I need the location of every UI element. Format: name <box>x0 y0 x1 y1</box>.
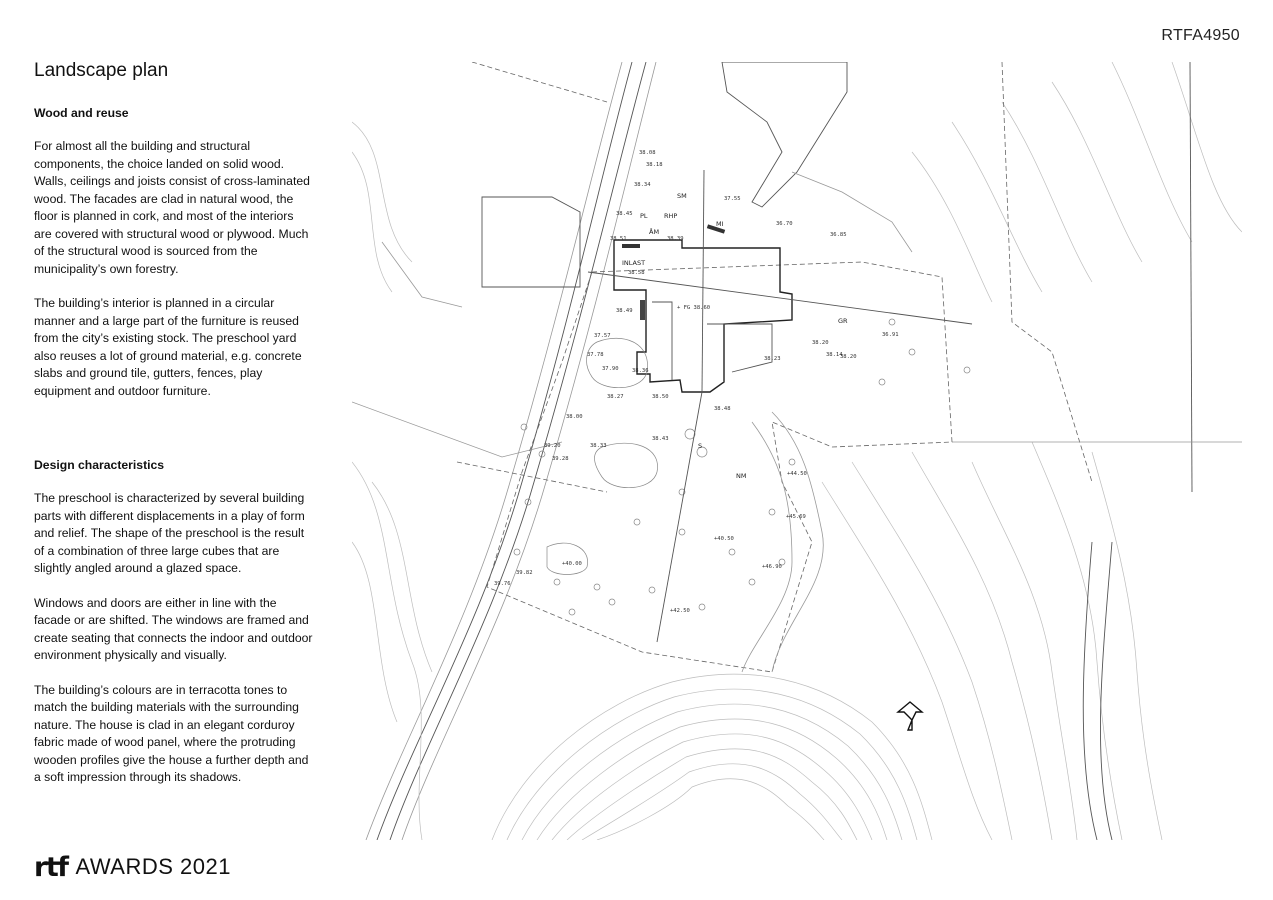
elevation: 38.50 <box>652 394 669 400</box>
logo-mark: rtf <box>34 851 68 883</box>
landscape-plan-drawing <box>352 62 1242 840</box>
contour-lines-left <box>352 122 432 840</box>
page-title: Landscape plan <box>34 60 169 81</box>
text-column <box>34 105 314 804</box>
plan-label-sm: SM <box>677 192 687 200</box>
elevation: 38.00 <box>566 414 583 420</box>
elevation: 39.20 <box>544 443 561 449</box>
elevation: 38.27 <box>607 394 624 400</box>
elevation: 38.45 <box>616 211 633 217</box>
elevation: 38.18 <box>646 162 663 168</box>
paragraph: The building’s interior is planned in a circular manner and a large part of the furniture is reused from the city’s existing stock. The preschool yard also reuses a lot of ground material, e.g. concrete slabs and ground tile, gutters, fences, play equipment and outdoor furniture. <box>34 296 302 398</box>
tree-symbols <box>514 319 970 615</box>
elevation: 36.85 <box>830 232 847 238</box>
elevation: 38.20 <box>840 354 857 360</box>
plan-label-am: ÅM <box>649 228 660 236</box>
elevation: 36.70 <box>776 221 793 227</box>
elevation: 39.76 <box>494 581 511 587</box>
elevation: 38.33 <box>590 443 607 449</box>
elevation: 38.48 <box>714 406 731 412</box>
elevation: 38.34 <box>634 182 651 188</box>
paragraph: For almost all the building and structural components, the choice landed on solid wood. Walls, ceilings and joists consist of cross-laminated wood. The facades are clad in natural wood, the floor is planned in cork, and most of the interiors are covered with structural wood or plywood. Much of the structural wood is sourced from the municipality’s own forestry. <box>34 139 310 276</box>
elevation: 38.43 <box>652 436 669 442</box>
elevation: 38.49 <box>616 308 633 314</box>
plan-label-s: S <box>698 442 703 450</box>
elevation: 39.82 <box>516 570 533 576</box>
contour-lines-hill <box>492 674 932 840</box>
north-arrow-icon <box>898 702 922 730</box>
plan-label-mi: MI <box>716 220 724 228</box>
plan-label-pl: PL <box>640 212 648 220</box>
elevation: 38.39 <box>667 236 684 242</box>
section-heading-wood: Wood and reuse <box>34 106 129 120</box>
elevation: 38.58 <box>628 270 645 276</box>
section-heading-design: Design characteristics <box>34 458 165 472</box>
site-plan-svg <box>352 62 1242 840</box>
elevation: 39.28 <box>552 456 569 462</box>
elevation: +40.50 <box>714 536 734 542</box>
elevation: 38.14 <box>826 352 843 358</box>
elevation: 38.23 <box>764 356 781 362</box>
elevation: +42.50 <box>670 608 690 614</box>
plan-label-inlast: INLAST <box>622 259 646 267</box>
contour-lines-right <box>822 62 1242 840</box>
logo-text: AWARDS 2021 <box>75 854 231 879</box>
elevation: +46.90 <box>762 564 782 570</box>
elevation: 38.36 <box>632 368 649 374</box>
elevation: 38.20 <box>812 340 829 346</box>
elevation: 38.51 <box>610 236 627 242</box>
elevation: 36.91 <box>882 332 899 338</box>
plan-label-gr: GR <box>838 317 848 325</box>
rtf-awards-logo <box>34 850 231 884</box>
plan-label-rhp: RHP <box>664 212 678 220</box>
paragraph: The preschool is characterized by several building parts with different displacements in a play of form and relief. The shape of the preschool is the result of a combination of three large cubes that are slightly angled around a glazed space. <box>34 491 305 575</box>
elevation: 38.08 <box>639 150 656 156</box>
page-code: RTFA4950 <box>1161 27 1240 44</box>
elevation: 37.78 <box>587 352 604 358</box>
plan-label-nm: NM <box>736 472 747 480</box>
elevation: +45.69 <box>786 514 806 520</box>
paragraph: The building’s colours are in terracotta tones to match the building materials with the surrounding nature. The house is clad in an elegant corduroy fabric made of wood panel, where the protruding wooden profiles give the house a further depth and a soft impression through its shadows. <box>34 682 309 784</box>
elevation: 37.90 <box>602 366 619 372</box>
elevation: +44.50 <box>787 471 807 477</box>
elevation: 37.57 <box>594 333 611 339</box>
plan-label-fg: + FG 38.60 <box>677 305 711 311</box>
paragraph: Windows and doors are either in line with the facade or are shifted. The windows are framed and create seating that connects the indoor and outdoor environment physically and visually. <box>34 595 313 662</box>
elevation: 37.55 <box>724 196 741 202</box>
elevation: +40.00 <box>562 561 582 567</box>
